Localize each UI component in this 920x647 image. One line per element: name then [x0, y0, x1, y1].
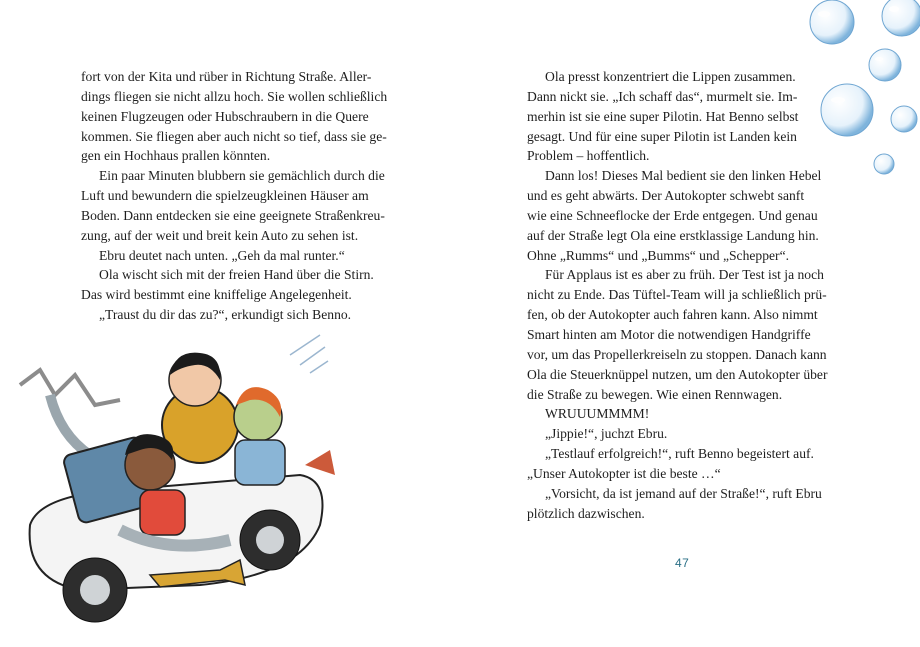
text-line: „Testlauf erfolgreich!“, ruft Benno begeistert auf.: [545, 446, 814, 462]
text-line: dings fliegen sie nicht allzu hoch. Sie wollen schließlich: [81, 88, 388, 104]
text-line: fort von der Kita und rüber in Richtung Straße. Aller-: [81, 69, 372, 84]
text-line: Dann nickt sie. „Ich schaff das“, murmelt sie. Im-: [527, 88, 798, 104]
left-page-text: [81, 67, 391, 325]
kids-in-autokopter-illustration: [0, 325, 380, 645]
text-line: gesagt. Und für eine super Pilotin ist Landen kein: [527, 128, 797, 144]
text-line: Das wird bestimmt eine kniffelige Angelegenheit.: [81, 287, 352, 303]
text-line: merhin ist sie eine super Pilotin. Hat Benno selbst: [527, 108, 799, 124]
text-line: gen ein Hochhaus prallen könnten.: [81, 148, 271, 164]
right-page-text: [527, 67, 827, 523]
text-line: vor, um das Propellerkreiseln zu stoppen. Danach kann: [527, 346, 827, 362]
text-line: Ola presst konzentriert die Lippen zusammen.: [545, 69, 796, 84]
text-line: fen, ob der Autokopter auch fahren kann. Also nimmt: [527, 307, 818, 323]
text-line: zung, auf der weit und breit kein Auto zu sehen ist.: [81, 227, 359, 243]
page-number: 47: [675, 556, 690, 570]
text-line: Luft und bewundern die spielzeugkleinen Häuser am: [81, 188, 369, 204]
text-line: Dann los! Dieses Mal bedient sie den linken Hebel: [545, 168, 822, 184]
text-line: Ein paar Minuten blubbern sie gemächlich durch die: [99, 168, 385, 184]
text-line: „Vorsicht, da ist jemand auf der Straße!“, ruft Ebru: [545, 485, 822, 501]
text-line: „Jippie!“, juchzt Ebru.: [545, 426, 668, 442]
text-line: nicht zu Ende. Das Tüftel-Team will ja schließlich prü-: [527, 287, 827, 303]
text-line: Smart hinten am Motor die notwendigen Handgriffe: [527, 326, 811, 342]
text-line: „Traust du dir das zu?“, erkundigt sich Benno.: [99, 307, 352, 323]
text-line: kommen. Sie fliegen aber auch nicht so tief, dass sie ge-: [81, 128, 387, 144]
text-line: und es geht abwärts. Der Autokopter schwebt sanft: [527, 188, 805, 204]
text-line: Boden. Dann entdecken sie eine geeignete Straßenkreu-: [81, 207, 385, 223]
text-line: Ohne „Rumms“ und „Bumms“ und „Schepper“.: [527, 247, 789, 263]
text-line: Ebru deutet nach unten. „Geh da mal runter.“: [99, 247, 345, 263]
text-line: WRUUUMMMM!: [545, 406, 650, 422]
text-line: Für Applaus ist es aber zu früh. Der Test ist ja noch: [545, 267, 824, 283]
text-line: wie eine Schneeflocke der Erde entgegen. Und genau: [527, 207, 818, 223]
text-line: die Straße zu bewegen. Wie einen Rennwagen.: [527, 386, 783, 402]
text-line: Ola die Steuerknüppel nutzen, um den Autokopter über: [527, 366, 828, 382]
soap-bubbles-illustration: [790, 0, 920, 180]
text-line: auf der Straße legt Ola eine erstklassige Landung hin.: [527, 227, 819, 243]
text-line: Problem – hoffentlich.: [527, 148, 650, 164]
text-line: plötzlich dazwischen.: [527, 505, 645, 521]
text-line: keinen Flugzeugen oder Hubschraubern in die Quere: [81, 108, 369, 124]
text-line: „Unser Autokopter ist die beste …“: [527, 465, 721, 481]
text-line: Ola wischt sich mit der freien Hand über die Stirn.: [99, 267, 374, 283]
